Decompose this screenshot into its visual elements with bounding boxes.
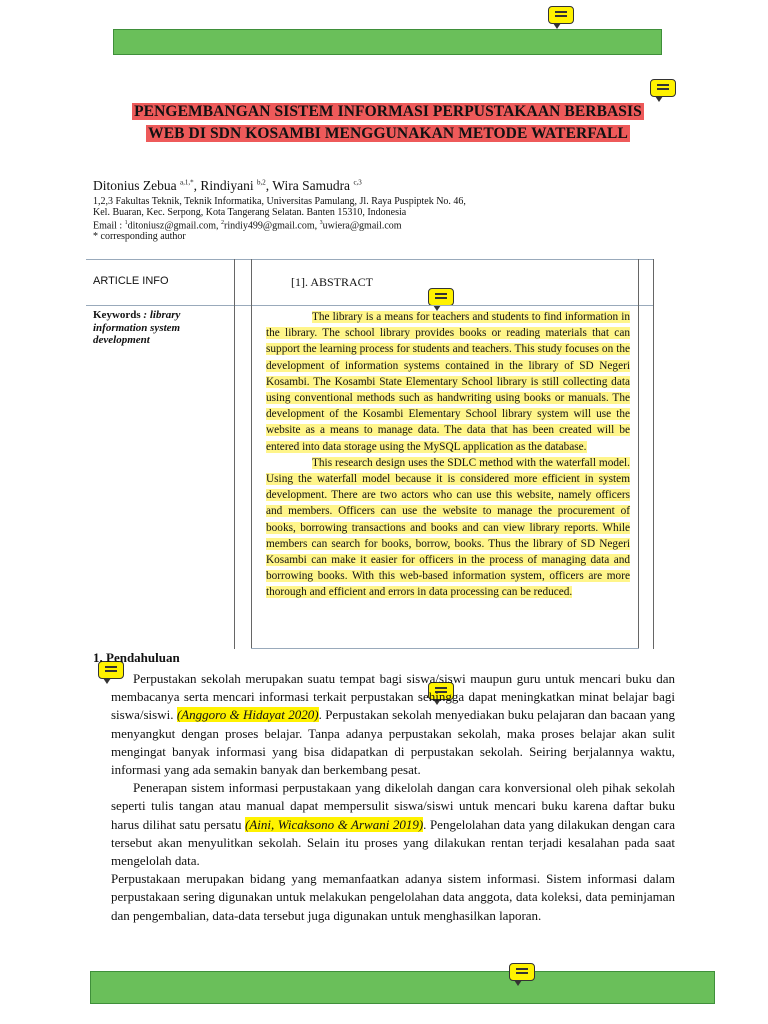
abstract-body bbox=[266, 309, 630, 601]
paper-title-line-2: WEB DI SDN KOSAMBI MENGGUNAKAN METODE WATERFALL bbox=[148, 125, 628, 142]
author-list: Ditonius Zebua $^{a,1,*}$, Rindiyani $^{b,2}$, Wira Samudra $^{c,3}$ bbox=[93, 178, 362, 193]
article-info-label: ARTICLE INFO bbox=[93, 275, 169, 287]
abstract-paragraph-1: The library is a means for teachers and students to find information in the library. The school library provides books or reading materials that can support the learning process for students and teachers. This study focuses on the development of information systems contained in the library of SD Negeri Kosambi. The Kosambi State Elementary School library is still collecting data using conventional methods such as handwriting using books or manuals. The development of the Kosambi Elementary School library system will use the website as a means to manage data. The data that has been created will be entered into data storage using the MySQL application as the database. bbox=[266, 311, 630, 453]
affiliation: 1,2,3 Fakultas Teknik, Teknik Informatika, Universitas Pamulang, Jl. Raya Puspiptek No. 46, Kel. Buaran, Kec. Serpong, Kota Tangerang Selatan. Banten 15310, Indonesia Email : $^1$ditoniusz@gmail.com, $^2$rindiy499@gmail.com, $^3$uwiera@gmail.com * corresponding author bbox=[93, 196, 466, 242]
section-title: 1. Pendahuluan bbox=[93, 650, 180, 665]
comment-note-icon[interactable] bbox=[509, 963, 535, 981]
footer-bar bbox=[90, 971, 715, 1004]
box-header-divider bbox=[86, 305, 654, 306]
section-body bbox=[111, 670, 675, 925]
box-divider-right bbox=[638, 259, 639, 649]
abstract-paragraph-2: This research design uses the SDLC method with the waterfall model. Using the waterfall model because it is considered more efficient in system development. There are two actors who can use this website, namely officers and members. Officers can use the website to manage the procurement of books, borrowing transactions and books and can view library reports. While members can search for books, borrow, books. Thus the library of SD Negeri Kosambi can make it easier for officers in the process of managing data and borrowing books. With this web-based information system, officers are more thorough and efficient and errors in data processing can be reduced. bbox=[266, 456, 630, 599]
box-divider-left bbox=[234, 259, 235, 649]
header-bar bbox=[113, 29, 662, 55]
comment-note-icon[interactable] bbox=[650, 79, 676, 97]
body-paragraph-3: Perpustakaan merupakan bidang yang memanfaatkan adanya sistem informasi. Sistem informasi dalam perpustakaan sering digunakan untuk melakukan pengelolahan data anggota, data koleksi, data peminjaman dan pengembalian, data-data tersebut juga digunakan untuk menghasilkan laporan. bbox=[111, 871, 675, 923]
comment-note-icon[interactable] bbox=[548, 6, 574, 24]
comment-note-icon[interactable] bbox=[428, 288, 454, 306]
citation: (Anggoro & Hidayat 2020) bbox=[176, 707, 319, 723]
box-bottom-border bbox=[251, 648, 639, 649]
box-divider-left-2 bbox=[251, 259, 252, 649]
abstract-heading: [1]. ABSTRACT bbox=[291, 275, 374, 289]
paper-title-line-1: PENGEMBANGAN SISTEM INFORMASI PERPUSTAKAAN BERBASIS bbox=[134, 103, 642, 120]
box-divider-right-2 bbox=[653, 259, 654, 649]
body-paragraph-2: Penerapan sistem informasi perpustakaan yang dikelolah dangan cara konversional oleh pihak sekolah seperti tulis tangan atau manual dapat mempersulit siswa/siswi untuk mencari buku karena daftar buku harus dilihat satu persatu (Aini, Wicaksono & Arwani 2019). Pengelolahan data yang dilakukan dengan cara tersebut akan menyulitkan sekolah. Selain itu proses yang dilakukan rentan terjadi kesalahan pada saat mengelolah data. bbox=[111, 780, 676, 869]
body-paragraph-1: Perpustakan sekolah merupakan suatu tempat bagi siswa/siswi maupun guru untuk mencari buku dan membacanya serta mencari informasi terkait perpustakan sehingga dapat meningkatkan minat belajar bagi siswa/siswi. (Anggoro & Hidayat 2020). Perpustakan sekolah menyediakan buku pelajaran dan bacaan yang menyangkut dengan proses belajar. Tanpa adanya perpustakan sekolah, maka proses belajar akan sulit mengingat banyak informasi yang bisa didapatkan di perpustakan sekolah. Seiring berjalannya waktu, informasi yang ada semakin banyak dan berkembang pesat. bbox=[111, 671, 676, 778]
box-top-border bbox=[86, 259, 654, 260]
keywords: Keywords : library information system development bbox=[93, 309, 181, 346]
citation: (Aini, Wicaksono & Arwani 2019) bbox=[244, 816, 424, 832]
